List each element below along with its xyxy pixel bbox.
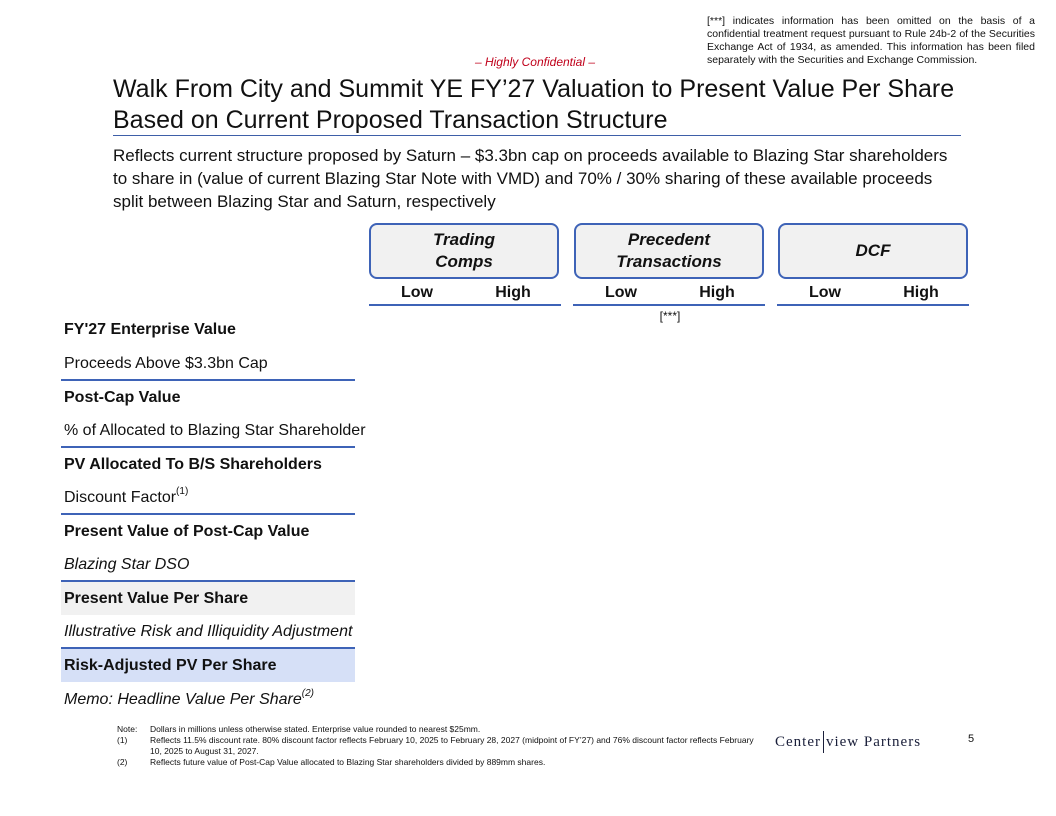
row-pv-post-cap bbox=[61, 515, 355, 548]
footnote bbox=[117, 735, 767, 757]
high-label: High bbox=[903, 284, 939, 301]
logo-divider bbox=[823, 731, 824, 753]
row-proceeds-above-cap bbox=[61, 347, 355, 380]
column-header-dcf: DCF bbox=[778, 223, 968, 279]
row-pv-allocated bbox=[61, 448, 355, 481]
footnote bbox=[117, 724, 767, 735]
row-label: Blazing Star DSO bbox=[64, 555, 190, 573]
row-label: Discount Factor bbox=[64, 488, 177, 506]
row-label: FY'27 Enterprise Value bbox=[64, 320, 236, 338]
footnote-text: Reflects future value of Post-Cap Value allocated to Blazing Star shareholders divided by 889mm shares. bbox=[150, 757, 546, 767]
row-label: Risk-Adjusted PV Per Share bbox=[64, 656, 277, 674]
row-risk-adjusted-pv bbox=[61, 649, 355, 682]
low-label: Low bbox=[605, 284, 637, 301]
dcf-low-high bbox=[777, 284, 969, 306]
centerview-logo bbox=[775, 731, 921, 753]
column-header-precedent-transactions: Precedent Transactions bbox=[574, 223, 764, 279]
footnote-key: (2) bbox=[117, 757, 128, 767]
logo-text-part1: Center bbox=[775, 733, 821, 750]
row-label: Illustrative Risk and Illiquidity Adjustment bbox=[64, 622, 353, 640]
row-risk-adjustment bbox=[61, 615, 355, 648]
title-divider bbox=[113, 135, 961, 136]
high-label: High bbox=[495, 284, 531, 301]
page-subtitle: Reflects current structure proposed by Saturn – $3.3bn cap on proceeds available to Blazing Star shareholders to share in (value of current Blazing Star Note with VMD) and 70% / 30% sharing of these available proceeds split between Blazing Star and Saturn, respectively bbox=[113, 146, 948, 211]
row-memo-headline-value bbox=[61, 683, 355, 716]
trading-comps-low-high bbox=[369, 284, 561, 306]
confidential-treatment-note: [***] indicates information has been omitted on the basis of a confidential treatment request pursuant to Rule 24b-2 of the Securities Exchange Act of 1934, as amended. This information has been filed separately with the Securities and Exchange Commission. bbox=[707, 15, 1035, 66]
row-pv-per-share bbox=[61, 582, 355, 615]
footnote-key: Note: bbox=[117, 724, 138, 734]
precedent-transactions-low-high bbox=[573, 284, 765, 306]
footnote-text: Reflects 11.5% discount rate. 80% discount factor reflects February 10, 2025 to February 28, 2027 (midpoint of FY’27) and 76% discount factor reflects February 10, 2025 to August 31, 2027. bbox=[150, 735, 754, 756]
row-fy27-enterprise-value bbox=[61, 313, 355, 346]
footnote-ref: (2) bbox=[301, 688, 314, 699]
column-divider bbox=[573, 304, 765, 306]
row-label: Present Value of Post-Cap Value bbox=[64, 522, 310, 540]
row-label: PV Allocated To B/S Shareholders bbox=[64, 455, 322, 473]
row-post-cap-value bbox=[61, 381, 355, 414]
row-discount-factor bbox=[61, 481, 355, 514]
page-number: 5 bbox=[968, 733, 975, 745]
footnote-text: Dollars in millions unless otherwise stated. Enterprise value rounded to nearest $25mm. bbox=[150, 724, 481, 734]
omitted-information-marker: [***] bbox=[659, 309, 681, 323]
high-label: High bbox=[699, 284, 735, 301]
row-label: Memo: Headline Value Per Share bbox=[64, 690, 302, 708]
low-label: Low bbox=[809, 284, 841, 301]
logo-text-part2: view Partners bbox=[825, 733, 922, 750]
column-divider bbox=[777, 304, 969, 306]
low-label: Low bbox=[401, 284, 433, 301]
highly-confidential-label: – Highly Confidential – bbox=[474, 55, 596, 69]
column-divider bbox=[369, 304, 561, 306]
footnote bbox=[117, 757, 767, 768]
row-label: % of Allocated to Blazing Star Shareholder bbox=[64, 421, 366, 439]
page-title: Walk From City and Summit YE FY’27 Valuation to Present Value Per Share Based on Current Proposed Transaction Structure bbox=[113, 75, 955, 134]
row-label: Present Value Per Share bbox=[64, 589, 249, 607]
row-blazing-star-dso bbox=[61, 548, 355, 581]
row-pct-allocated bbox=[61, 414, 366, 447]
footnote-key: (1) bbox=[117, 735, 128, 745]
column-header-trading-comps: Trading Comps bbox=[369, 223, 559, 279]
row-label: Proceeds Above $3.3bn Cap bbox=[64, 354, 268, 372]
row-label: Post-Cap Value bbox=[64, 388, 181, 406]
footnote-ref: (1) bbox=[176, 486, 189, 497]
footnotes bbox=[117, 724, 767, 768]
